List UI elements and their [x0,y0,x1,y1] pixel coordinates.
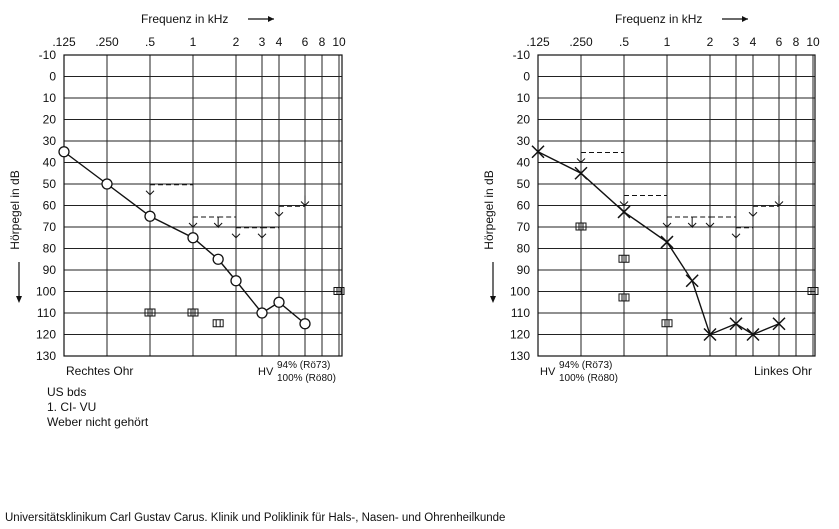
left-bone-conduction-marker [732,228,740,238]
right-bone-conduction-marker [301,196,309,206]
right-y-tick-label: 20 [42,112,56,127]
left-bone-conduction-marker [688,217,696,227]
right-air-conduction-point [300,319,310,329]
right-air-conduction-line [64,152,305,324]
notes-line-3: Weber nicht gehört [47,415,149,429]
right-air-conduction-point [274,297,284,307]
left-x-axis-arrowhead [742,16,748,22]
right-x-tick-label: 8 [318,35,326,49]
right-x-tick-label: 10 [332,35,346,49]
right-bone-conduction-marker [146,185,154,195]
left-y-tick-label: 130 [509,349,530,363]
right-y-tick-label: 40 [42,155,56,170]
right-x-tick-label: 1 [189,35,197,49]
left-bone-conduction-marker [775,196,783,206]
right-bone-conduction-marker [189,217,197,227]
right-y-tick-label: 30 [42,134,56,148]
notes-line-2: 1. CI- VU [47,400,97,414]
left-y-tick-label: 70 [516,220,530,234]
right-audiogram [16,16,344,356]
left-x-tick-label: 1 [663,35,671,49]
right-air-conduction-point [231,276,241,286]
right-y-tick-label: 70 [42,220,56,234]
right-y-tick-label: 60 [42,198,56,213]
left-x-axis-title: Frequenz in kHz [615,12,703,26]
right-masking-marker [213,320,223,327]
notes-line-1: US bds [47,385,87,399]
right-air-conduction-point [257,308,267,318]
right-hv-label: HV [258,366,274,378]
right-air-conduction-point [213,254,223,264]
left-x-tick-label: 4 [749,35,757,49]
right-bone-conduction-marker [214,217,222,227]
left-y-tick-label: 110 [510,306,530,320]
left-hv-line-1: 94% (Rö73) [559,360,613,371]
left-x-tick-label: .5 [618,35,630,49]
left-air-conduction-point [686,275,698,287]
right-y-tick-label: -10 [38,48,56,62]
left-y-tick-label: 100 [509,284,530,299]
right-x-tick-label: .5 [144,35,156,49]
left-bone-conduction-marker [620,196,628,206]
right-x-tick-label: .125 [52,35,76,49]
left-air-conduction-line [538,152,779,335]
right-y-tick-label: 100 [35,284,56,299]
right-x-tick-label: .250 [95,35,119,49]
right-y-axis-title: Hörpegel in dB [8,170,22,250]
right-y-axis-arrowhead [16,296,22,303]
left-y-tick-label: 80 [516,241,530,256]
left-x-tick-label: 2 [706,35,714,49]
right-ear-label: Rechtes Ohr [66,364,134,378]
left-hv-label: HV [540,366,556,378]
left-y-tick-label: 30 [516,134,530,148]
right-y-tick-label: 0 [49,69,56,84]
left-y-tick-label: 90 [516,263,530,277]
right-bone-conduction-marker [275,206,283,216]
right-air-conduction-point [188,233,198,243]
left-x-tick-label: 6 [775,35,783,49]
left-y-tick-label: -10 [512,48,530,62]
right-air-conduction-point [145,211,155,221]
right-x-tick-label: 3 [258,35,266,49]
right-y-tick-label: 120 [35,327,56,342]
left-y-tick-label: 120 [509,327,530,342]
left-x-tick-label: 3 [732,35,740,49]
right-x-tick-label: 6 [301,35,309,49]
left-x-tick-label: .250 [569,35,593,49]
right-air-conduction-point [59,147,69,157]
left-y-axis-arrowhead [490,296,496,303]
left-y-tick-label: 10 [516,91,530,105]
left-y-tick-label: 0 [523,69,530,84]
left-y-tick-label: 20 [516,112,530,127]
left-y-tick-label: 40 [516,155,530,170]
left-y-tick-label: 50 [516,177,530,191]
right-bone-conduction-marker [232,228,240,238]
right-y-tick-label: 80 [42,241,56,256]
right-y-tick-label: 130 [35,349,56,363]
left-audiogram [490,16,818,356]
left-x-tick-label: 8 [792,35,800,49]
left-x-tick-label: 10 [806,35,820,49]
right-y-tick-label: 10 [42,91,56,105]
left-ear-label: Linkes Ohr [753,364,812,378]
left-hv-line-2: 100% (Rö80) [559,373,618,384]
right-x-tick-label: 4 [275,35,283,49]
left-y-axis-title: Hörpegel in dB [482,170,496,250]
right-hv-line-1: 94% (Rö73) [277,360,331,371]
right-x-tick-label: 2 [232,35,240,49]
right-y-tick-label: 90 [42,263,56,277]
right-hv-line-2: 100% (Rö80) [277,373,336,384]
left-bone-conduction-marker [749,206,757,216]
right-air-conduction-point [102,179,112,189]
right-x-axis-title: Frequenz in kHz [141,12,229,26]
right-y-tick-label: 110 [36,306,56,320]
left-bone-conduction-marker [577,153,585,163]
right-y-tick-label: 50 [42,177,56,191]
left-bone-conduction-marker [663,217,671,227]
left-bone-conduction-marker [706,217,714,227]
footer-text: Universitätsklinikum Carl Gustav Carus. Klinik und Poliklinik für Hals-, Nasen- und Ohrenheilkunde [5,512,506,524]
right-bone-conduction-marker [258,228,266,238]
left-y-tick-label: 60 [516,198,530,213]
left-x-tick-label: .125 [526,35,550,49]
right-x-axis-arrowhead [268,16,274,22]
